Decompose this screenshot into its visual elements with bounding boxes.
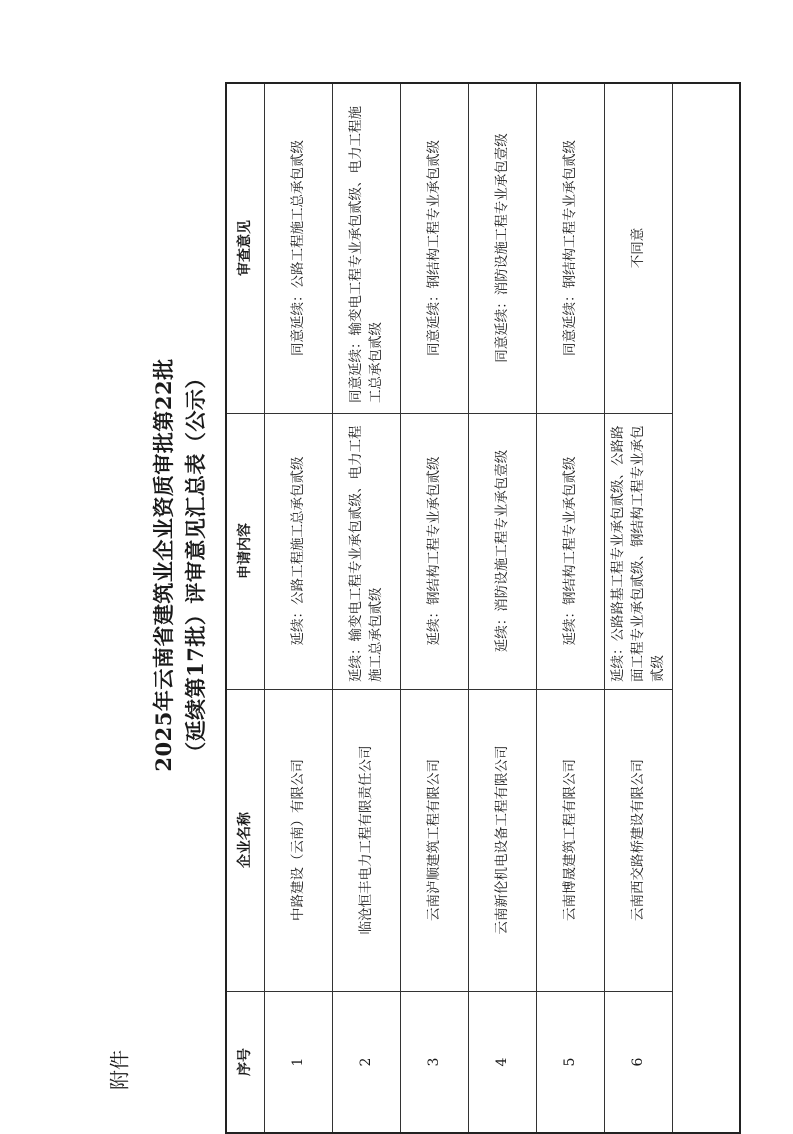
no-cell: 4: [468, 991, 536, 1133]
header-apply: 申请内容: [226, 413, 264, 689]
company-cell: 云南博晟建筑工程有限公司: [536, 689, 604, 991]
review-table: [225, 82, 741, 1134]
opinion-cell: 同意延续：消防设施工程专业承包壹级: [468, 83, 536, 413]
opinion-cell: 同意延续：公路工程施工总承包贰级: [264, 83, 332, 413]
no-cell: 5: [536, 991, 604, 1133]
opinion-cell: 同意延续：钢结构工程专业承包贰级: [400, 83, 468, 413]
opinion-cell: 同意延续：钢结构工程专业承包贰级: [536, 83, 604, 413]
page-title: 2025年云南省建筑业企业资质审批第22批: [151, 358, 176, 772]
header-opinion: 审查意见: [226, 83, 264, 413]
apply-cell: 延续：消防设施工程专业承包壹级: [468, 413, 536, 689]
header-no: 序号: [226, 991, 264, 1133]
no-cell: 6: [604, 991, 672, 1133]
apply-cell: 延续：钢结构工程专业承包贰级: [536, 413, 604, 689]
no-cell: 1: [264, 991, 332, 1133]
attachment-label: 附件: [107, 1050, 132, 1090]
company-cell: 云南新伦机电设备工程有限公司: [468, 689, 536, 991]
no-cell: 2: [332, 991, 400, 1133]
apply-cell: 延续：公路工程施工总承包贰级: [264, 413, 332, 689]
company-cell: 云南西交路桥建设有限公司: [604, 689, 672, 991]
header-company: 企业名称: [226, 689, 264, 991]
opinion-cell: 同意延续：输变电工程专业承包贰级、电力工程施工总承包贰级: [332, 83, 400, 413]
company-cell: 临沧恒丰电力工程有限责任公司: [332, 689, 400, 991]
company-cell: 中路建设（云南）有限公司: [264, 689, 332, 991]
no-cell: 3: [400, 991, 468, 1133]
company-cell: 云南泸顺建筑工程有限公司: [400, 689, 468, 991]
apply-cell: 延续：公路路基工程专业承包贰级、公路路面工程专业承包贰级、钢结构工程专业承包贰级: [604, 413, 672, 689]
opinion-cell: 不同意: [604, 83, 672, 413]
apply-cell: 延续：输变电工程专业承包贰级、电力工程施工总承包贰级: [332, 413, 400, 689]
page-subtitle: （延续第17批）评审意见汇总表（公示）: [183, 367, 208, 763]
apply-cell: 延续：钢结构工程专业承包贰级: [400, 413, 468, 689]
